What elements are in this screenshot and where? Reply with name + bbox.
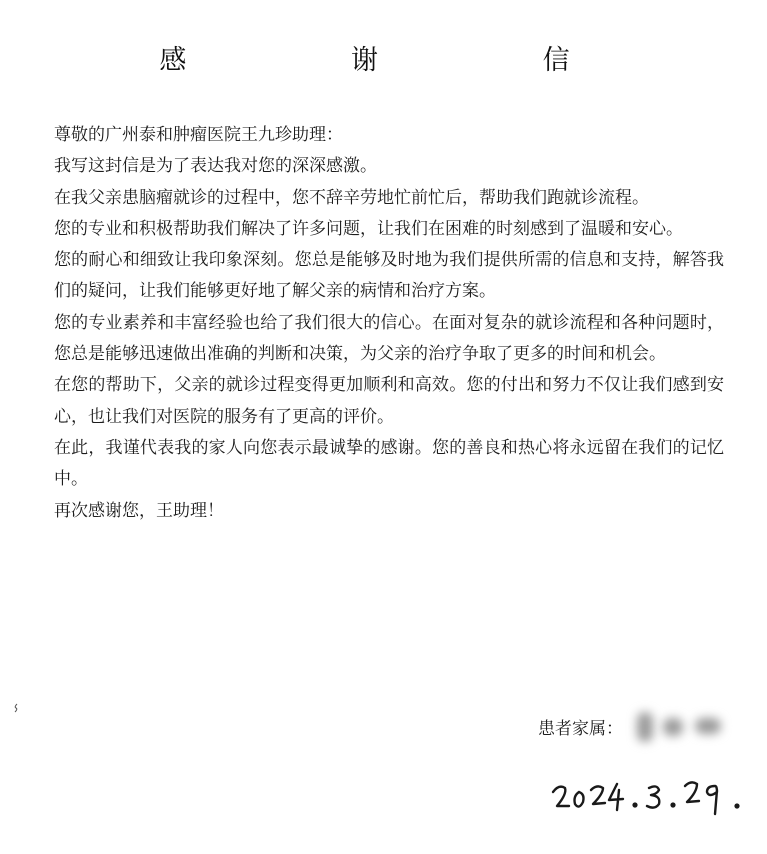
signature-label: 患者家属： <box>538 718 623 739</box>
letter-title: 感 谢 信 <box>159 45 648 76</box>
handwritten-date <box>545 772 745 832</box>
paragraph-1: 我写这封信是为了表达我对您的深深感激。 <box>54 156 377 177</box>
closing-line: 再次感谢您，王助理！ <box>54 500 224 521</box>
paragraph-4: 您的耐心和细致让我印象深刻。您总是能够及时地为我们提供所需的信息和支持，解答我们的疑问，让我们能够更好地了解父亲的病情和治疗方案。 <box>54 250 724 302</box>
letter-body <box>54 120 724 527</box>
paragraph-2: 在我父亲患脑瘤就诊的过程中，您不辞辛劳地忙前忙后，帮助我们跑就诊流程。 <box>54 187 649 208</box>
redacted-name-blur <box>629 708 739 744</box>
paragraph-5: 您的专业素养和丰富经验也给了我们很大的信心。在面对复杂的就诊流程和各种问题时，您总是能够迅速做出准确的判断和决策，为父亲的治疗争取了更多的时间和机会。 <box>54 312 724 365</box>
paragraph-3: 您的专业和积极帮助我们解决了许多问题，让我们在困难的时刻感到了温暖和安心。 <box>54 218 683 239</box>
salutation: 尊敬的广州泰和肿瘤医院王九珍助理： <box>54 125 343 145</box>
paragraph-6: 在您的帮助下，父亲的就诊过程变得更加顺利和高效。您的付出和努力不仅让我们感到安心，也让我们对医院的服务有了更高的评价。 <box>54 375 724 427</box>
stray-pen-mark <box>12 703 20 713</box>
paragraph-7: 在此，我谨代表我的家人向您表示最诚挚的感谢。您的善良和热心将永远留在我们的记忆中。 <box>54 437 724 490</box>
signature-block <box>538 706 739 746</box>
